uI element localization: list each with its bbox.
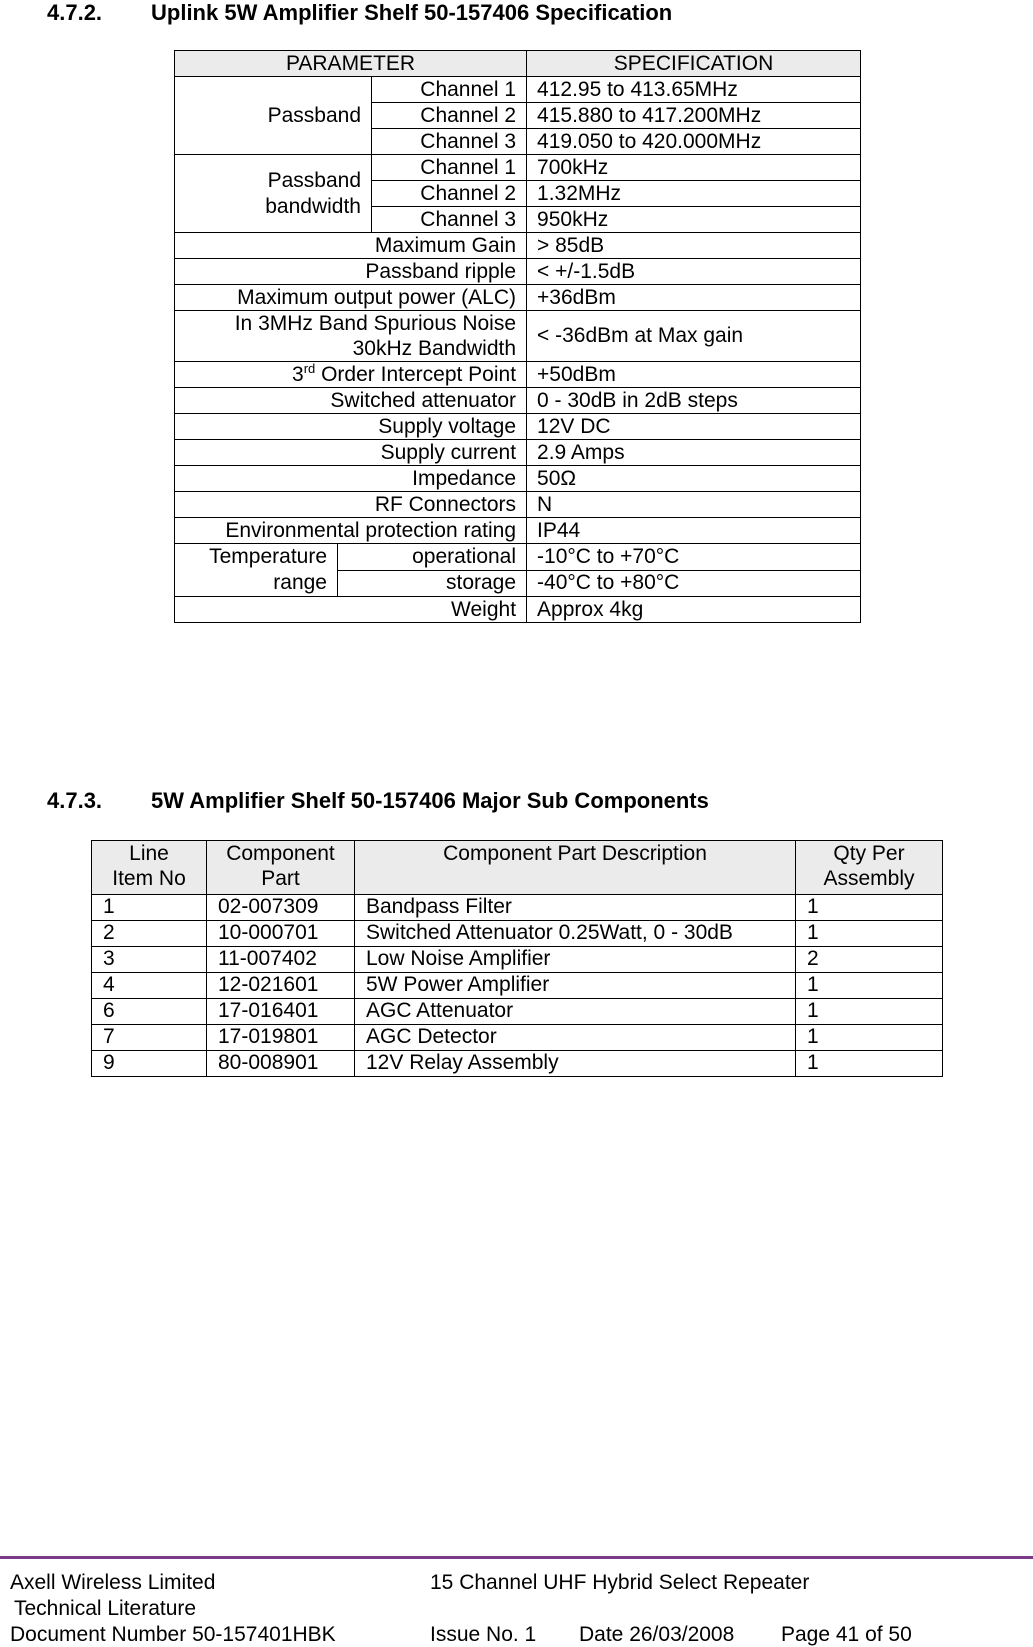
item-no: 1	[92, 895, 207, 921]
spec-row	[175, 311, 861, 362]
channel-value: 415.880 to 417.200MHz	[527, 103, 861, 129]
header-line-item	[92, 841, 207, 895]
intercept-suffix: rd	[303, 360, 316, 376]
page-footer	[0, 1556, 1033, 1646]
channel-label: Channel 2	[372, 103, 527, 129]
param-value: +36dBm	[527, 285, 861, 311]
part-description: 12V Relay Assembly	[355, 1051, 796, 1077]
param-value: -40°C to +80°C	[527, 570, 861, 597]
channel-value: 1.32MHz	[527, 181, 861, 207]
spec-row	[175, 77, 861, 103]
temperature-label-line2: range	[273, 571, 327, 594]
header-line-item-1: Line	[129, 842, 169, 865]
part-no: 12-021601	[207, 973, 355, 999]
param-label: Environmental protection rating	[175, 518, 527, 544]
spec-row	[175, 492, 861, 518]
param-value: 0 - 30dB in 2dB steps	[527, 388, 861, 414]
section-title: Uplink 5W Amplifier Shelf 50-157406 Specification	[151, 0, 673, 25]
spec-row	[175, 233, 861, 259]
part-no: 80-008901	[207, 1051, 355, 1077]
param-label: Switched attenuator	[175, 388, 527, 414]
footer-date: Date 26/03/2008	[579, 1623, 735, 1646]
footer-doc-number: Document Number 50-157401HBK	[10, 1623, 336, 1646]
header-specification: SPECIFICATION	[527, 51, 861, 77]
part-no: 10-000701	[207, 921, 355, 947]
footer-product: 15 Channel UHF Hybrid Select Repeater	[430, 1571, 810, 1594]
footer-literature: Technical Literature	[14, 1597, 197, 1620]
channel-value: 412.95 to 413.65MHz	[527, 77, 861, 103]
table-row	[92, 1051, 943, 1077]
passband-label: Passband	[175, 77, 372, 155]
param-value: 12V DC	[527, 414, 861, 440]
temperature-mode: storage	[338, 570, 527, 597]
spec-header-row	[175, 51, 861, 77]
quantity: 1	[796, 973, 943, 999]
components-header-row	[92, 841, 943, 895]
part-description: 5W Power Amplifier	[355, 973, 796, 999]
channel-label: Channel 3	[372, 129, 527, 155]
header-description: Component Part Description	[355, 841, 796, 895]
header-line-item-2: Item No	[112, 867, 186, 890]
part-description: Switched Attenuator 0.25Watt, 0 - 30dB	[355, 921, 796, 947]
spec-row	[175, 285, 861, 311]
spec-row	[175, 440, 861, 466]
item-no: 3	[92, 947, 207, 973]
spec-row	[175, 544, 861, 571]
param-value: +50dBm	[527, 362, 861, 388]
header-component-part-1: Component	[226, 842, 335, 865]
part-no: 17-019801	[207, 1025, 355, 1051]
spurious-line1: In 3MHz Band Spurious Noise	[234, 312, 517, 335]
part-description: AGC Attenuator	[355, 999, 796, 1025]
header-component-part	[207, 841, 355, 895]
item-no: 6	[92, 999, 207, 1025]
quantity: 2	[796, 947, 943, 973]
channel-value: 950kHz	[527, 207, 861, 233]
footer-page: Page 41 of 50	[781, 1623, 912, 1646]
intercept-ordinal: 3	[292, 362, 304, 386]
part-no: 17-016401	[207, 999, 355, 1025]
channel-label: Channel 1	[372, 77, 527, 103]
channel-label: Channel 1	[372, 155, 527, 181]
quantity: 1	[796, 999, 943, 1025]
param-value: < -36dBm at Max gain	[527, 311, 861, 362]
param-label: RF Connectors	[175, 492, 527, 518]
table-row	[92, 1025, 943, 1051]
param-label-spurious	[175, 311, 527, 362]
part-description: Bandpass Filter	[355, 895, 796, 921]
temperature-mode: operational	[338, 544, 527, 571]
spec-row	[175, 388, 861, 414]
item-no: 9	[92, 1051, 207, 1077]
param-value: 2.9 Amps	[527, 440, 861, 466]
bandwidth-label-line2: bandwidth	[265, 194, 361, 218]
specification-table	[174, 50, 861, 623]
part-description: Low Noise Amplifier	[355, 947, 796, 973]
param-value: < +/-1.5dB	[527, 259, 861, 285]
table-row	[92, 921, 943, 947]
header-parameter: PARAMETER	[175, 51, 527, 77]
footer-issue: Issue No. 1	[430, 1623, 537, 1646]
temperature-label	[175, 544, 338, 597]
param-label: Passband ripple	[175, 259, 527, 285]
header-qty-1: Qty Per	[833, 842, 905, 865]
temperature-label-line1: Temperature	[209, 545, 327, 568]
header-qty-2: Assembly	[823, 867, 915, 890]
bandwidth-label-line1: Passband	[267, 168, 361, 192]
spec-row	[175, 466, 861, 492]
param-label: Supply current	[175, 440, 527, 466]
item-no: 2	[92, 921, 207, 947]
channel-value: 419.050 to 420.000MHz	[527, 129, 861, 155]
item-no: 7	[92, 1025, 207, 1051]
channel-label: Channel 2	[372, 181, 527, 207]
quantity: 1	[796, 1025, 943, 1051]
part-no: 11-007402	[207, 947, 355, 973]
table-row	[92, 999, 943, 1025]
section-title: 5W Amplifier Shelf 50-157406 Major Sub Components	[151, 788, 709, 813]
param-label: Impedance	[175, 466, 527, 492]
param-label: Maximum Gain	[175, 233, 527, 259]
param-label: Maximum output power (ALC)	[175, 285, 527, 311]
param-value: 50Ω	[527, 466, 861, 492]
param-value: > 85dB	[527, 233, 861, 259]
table-row	[92, 973, 943, 999]
footer-company: Axell Wireless Limited	[10, 1571, 216, 1594]
spec-row	[175, 597, 861, 623]
param-value: IP44	[527, 518, 861, 544]
spurious-line2: 30kHz Bandwidth	[352, 337, 517, 360]
section-number: 4.7.3.	[47, 788, 103, 813]
table-row	[92, 947, 943, 973]
param-label: Supply voltage	[175, 414, 527, 440]
quantity: 1	[796, 921, 943, 947]
part-description: AGC Detector	[355, 1025, 796, 1051]
param-label-intercept	[175, 362, 527, 388]
param-value: -10°C to +70°C	[527, 544, 861, 571]
header-qty	[796, 841, 943, 895]
param-value: N	[527, 492, 861, 518]
section-number: 4.7.2.	[47, 0, 103, 25]
quantity: 1	[796, 1051, 943, 1077]
bandwidth-label	[175, 155, 372, 233]
param-value: Approx 4kg	[527, 597, 861, 623]
spec-row	[175, 518, 861, 544]
channel-value: 700kHz	[527, 155, 861, 181]
spec-row	[175, 362, 861, 388]
spec-row	[175, 155, 861, 181]
table-row	[92, 895, 943, 921]
channel-label: Channel 3	[372, 207, 527, 233]
intercept-rest: Order Intercept Point	[315, 362, 517, 386]
quantity: 1	[796, 895, 943, 921]
param-label: Weight	[175, 597, 527, 623]
spec-row	[175, 259, 861, 285]
header-component-part-2: Part	[261, 867, 300, 890]
spec-row	[175, 414, 861, 440]
item-no: 4	[92, 973, 207, 999]
part-no: 02-007309	[207, 895, 355, 921]
components-table	[91, 840, 943, 1077]
